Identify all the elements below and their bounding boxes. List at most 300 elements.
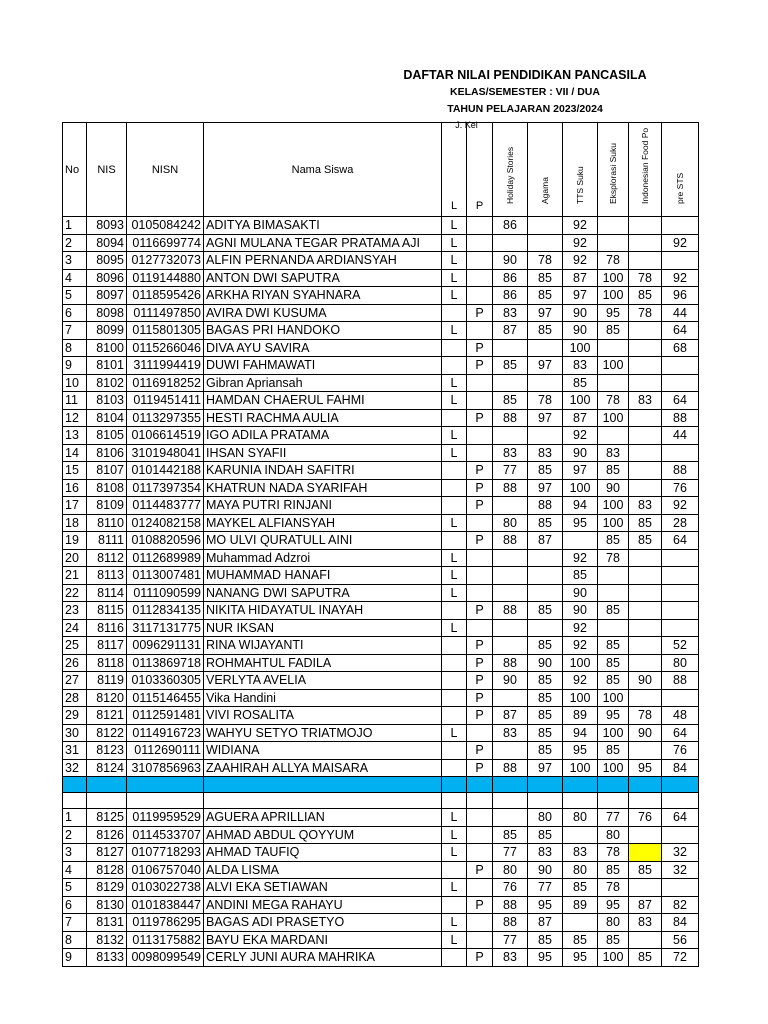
cell-indonesian-food bbox=[629, 217, 662, 235]
cell-tts-suku: 100 bbox=[563, 392, 598, 410]
cell-nisn: 0114533707 bbox=[127, 826, 204, 844]
cell-indonesian-food bbox=[629, 444, 662, 462]
cell-l: L bbox=[442, 844, 467, 862]
cell-p bbox=[467, 584, 493, 602]
header-subject-1 bbox=[528, 123, 563, 217]
cell-nisn: 0105084242 bbox=[127, 217, 204, 235]
cell-holiday-stories: 83 bbox=[493, 444, 528, 462]
cell-nis: 8098 bbox=[87, 304, 127, 322]
header-subject-2 bbox=[563, 123, 598, 217]
cell-agama: 95 bbox=[528, 896, 563, 914]
cell-nis: 8109 bbox=[87, 497, 127, 515]
cell-pre-sts: 88 bbox=[662, 672, 699, 690]
cell-p bbox=[467, 217, 493, 235]
cell-eksplorasi-suku: 85 bbox=[598, 931, 629, 949]
header-p: P bbox=[467, 123, 493, 217]
cell-nama: WAHYU SETYO TRIATMOJO bbox=[204, 724, 442, 742]
cell-nis: 8121 bbox=[87, 707, 127, 725]
cell-agama: 85 bbox=[528, 514, 563, 532]
cell-no: 3 bbox=[63, 252, 87, 270]
blank-cell bbox=[87, 793, 127, 809]
cell-p: P bbox=[467, 357, 493, 375]
cell-nis: 8093 bbox=[87, 217, 127, 235]
blank-cell bbox=[629, 793, 662, 809]
cell-l: L bbox=[442, 584, 467, 602]
cell-holiday-stories: 77 bbox=[493, 844, 528, 862]
cell-nis: 8096 bbox=[87, 269, 127, 287]
cell-no: 7 bbox=[63, 914, 87, 932]
cell-pre-sts bbox=[662, 584, 699, 602]
cell-holiday-stories: 80 bbox=[493, 514, 528, 532]
cell-indonesian-food bbox=[629, 844, 662, 862]
cell-l: L bbox=[442, 287, 467, 305]
cell-nama: VERLYTA AVELIA bbox=[204, 672, 442, 690]
header-subject-5 bbox=[662, 123, 699, 217]
cell-nama: MO ULVI QURATULL AINI bbox=[204, 532, 442, 550]
grades-table bbox=[62, 122, 699, 967]
cell-holiday-stories: 86 bbox=[493, 287, 528, 305]
cell-nis: 8095 bbox=[87, 252, 127, 270]
cell-tts-suku: 87 bbox=[563, 409, 598, 427]
blank-cell bbox=[442, 793, 467, 809]
cell-eksplorasi-suku: 100 bbox=[598, 724, 629, 742]
cell-l: L bbox=[442, 427, 467, 445]
cell-indonesian-food bbox=[629, 549, 662, 567]
cell-pre-sts bbox=[662, 357, 699, 375]
cell-p: P bbox=[467, 602, 493, 620]
cell-indonesian-food bbox=[629, 252, 662, 270]
cell-pre-sts bbox=[662, 217, 699, 235]
cell-pre-sts: 96 bbox=[662, 287, 699, 305]
cell-p: P bbox=[467, 689, 493, 707]
cell-p bbox=[467, 269, 493, 287]
cell-holiday-stories: 87 bbox=[493, 322, 528, 340]
cell-p bbox=[467, 844, 493, 862]
cell-holiday-stories bbox=[493, 549, 528, 567]
cell-nisn: 0101838447 bbox=[127, 896, 204, 914]
cell-holiday-stories: 85 bbox=[493, 826, 528, 844]
cell-l: L bbox=[442, 322, 467, 340]
cell-nisn: 0119451411 bbox=[127, 392, 204, 410]
cell-p: P bbox=[467, 637, 493, 655]
cell-pre-sts: 88 bbox=[662, 462, 699, 480]
cell-tts-suku: 95 bbox=[563, 514, 598, 532]
cell-holiday-stories bbox=[493, 809, 528, 827]
cell-nisn: 3101948041 bbox=[127, 444, 204, 462]
table-row bbox=[63, 672, 699, 690]
cell-nama: BAGAS ADI PRASETYO bbox=[204, 914, 442, 932]
cell-holiday-stories: 87 bbox=[493, 707, 528, 725]
cell-eksplorasi-suku: 77 bbox=[598, 809, 629, 827]
cell-holiday-stories: 88 bbox=[493, 654, 528, 672]
table-row bbox=[63, 689, 699, 707]
cell-eksplorasi-suku: 100 bbox=[598, 497, 629, 515]
cell-l: L bbox=[442, 567, 467, 585]
cell-agama bbox=[528, 374, 563, 392]
cell-pre-sts: 72 bbox=[662, 949, 699, 967]
header-subject-label: TTS Suku bbox=[575, 165, 585, 204]
cell-indonesian-food: 85 bbox=[629, 532, 662, 550]
cell-indonesian-food bbox=[629, 654, 662, 672]
cell-agama: 85 bbox=[528, 602, 563, 620]
cell-holiday-stories: 77 bbox=[493, 931, 528, 949]
cell-eksplorasi-suku: 85 bbox=[598, 637, 629, 655]
table-row bbox=[63, 339, 699, 357]
cell-nama: IGO ADILA PRATAMA bbox=[204, 427, 442, 445]
cell-no: 7 bbox=[63, 322, 87, 340]
cell-no: 1 bbox=[63, 809, 87, 827]
cell-agama: 85 bbox=[528, 826, 563, 844]
cell-tts-suku: 92 bbox=[563, 234, 598, 252]
cell-nis: 8130 bbox=[87, 896, 127, 914]
separator-cell bbox=[563, 777, 598, 793]
cell-l bbox=[442, 637, 467, 655]
cell-nisn: 0111497850 bbox=[127, 304, 204, 322]
cell-holiday-stories bbox=[493, 234, 528, 252]
cell-holiday-stories bbox=[493, 619, 528, 637]
cell-eksplorasi-suku: 100 bbox=[598, 949, 629, 967]
cell-eksplorasi-suku: 78 bbox=[598, 549, 629, 567]
cell-tts-suku: 80 bbox=[563, 861, 598, 879]
cell-p bbox=[467, 287, 493, 305]
cell-agama: 85 bbox=[528, 672, 563, 690]
cell-nama: ALFIN PERNANDA ARDIANSYAH bbox=[204, 252, 442, 270]
cell-nisn: 0127732073 bbox=[127, 252, 204, 270]
table-row bbox=[63, 269, 699, 287]
cell-p: P bbox=[467, 949, 493, 967]
cell-no: 23 bbox=[63, 602, 87, 620]
cell-nis: 8113 bbox=[87, 567, 127, 585]
separator-cell bbox=[204, 777, 442, 793]
cell-nama: NIKITA HIDAYATUL INAYAH bbox=[204, 602, 442, 620]
cell-nama: MUHAMMAD HANAFI bbox=[204, 567, 442, 585]
cell-holiday-stories: 88 bbox=[493, 896, 528, 914]
cell-tts-suku bbox=[563, 532, 598, 550]
cell-tts-suku: 94 bbox=[563, 497, 598, 515]
cell-no: 24 bbox=[63, 619, 87, 637]
cell-nama: ANDINI MEGA RAHAYU bbox=[204, 896, 442, 914]
cell-no: 17 bbox=[63, 497, 87, 515]
cell-nis: 8107 bbox=[87, 462, 127, 480]
cell-eksplorasi-suku: 95 bbox=[598, 304, 629, 322]
separator-cell bbox=[442, 777, 467, 793]
cell-nis: 8117 bbox=[87, 637, 127, 655]
cell-nisn: 0116699774 bbox=[127, 234, 204, 252]
cell-agama: 78 bbox=[528, 252, 563, 270]
cell-indonesian-food bbox=[629, 931, 662, 949]
cell-no: 10 bbox=[63, 374, 87, 392]
cell-pre-sts: 44 bbox=[662, 304, 699, 322]
cell-nama: AHMAD ABDUL QOYYUM bbox=[204, 826, 442, 844]
cell-agama: 85 bbox=[528, 637, 563, 655]
cell-p bbox=[467, 252, 493, 270]
blank-cell bbox=[598, 793, 629, 809]
cell-nama: Vika Handini bbox=[204, 689, 442, 707]
cell-agama: 83 bbox=[528, 444, 563, 462]
cell-no: 28 bbox=[63, 689, 87, 707]
cell-p: P bbox=[467, 672, 493, 690]
cell-nis: 8129 bbox=[87, 879, 127, 897]
cell-holiday-stories: 85 bbox=[493, 357, 528, 375]
cell-no: 4 bbox=[63, 861, 87, 879]
cell-holiday-stories bbox=[493, 497, 528, 515]
cell-indonesian-food: 87 bbox=[629, 896, 662, 914]
table-row bbox=[63, 479, 699, 497]
cell-no: 20 bbox=[63, 549, 87, 567]
cell-pre-sts: 64 bbox=[662, 724, 699, 742]
cell-nama: ROHMAHTUL FADILA bbox=[204, 654, 442, 672]
cell-indonesian-food bbox=[629, 322, 662, 340]
cell-nis: 8106 bbox=[87, 444, 127, 462]
cell-tts-suku: 92 bbox=[563, 549, 598, 567]
cell-nis: 8103 bbox=[87, 392, 127, 410]
blank-cell bbox=[204, 793, 442, 809]
cell-nama: DIVA AYU SAVIRA bbox=[204, 339, 442, 357]
cell-no: 31 bbox=[63, 742, 87, 760]
cell-tts-suku: 87 bbox=[563, 269, 598, 287]
cell-p: P bbox=[467, 479, 493, 497]
table-row bbox=[63, 567, 699, 585]
cell-no: 4 bbox=[63, 269, 87, 287]
cell-agama: 78 bbox=[528, 392, 563, 410]
cell-no: 5 bbox=[63, 879, 87, 897]
separator-cell bbox=[467, 777, 493, 793]
cell-nis: 8133 bbox=[87, 949, 127, 967]
cell-nis: 8115 bbox=[87, 602, 127, 620]
cell-p: P bbox=[467, 462, 493, 480]
cell-nama: WIDIANA bbox=[204, 742, 442, 760]
cell-eksplorasi-suku: 100 bbox=[598, 269, 629, 287]
cell-nisn: 0113175882 bbox=[127, 931, 204, 949]
cell-agama bbox=[528, 567, 563, 585]
cell-agama: 88 bbox=[528, 497, 563, 515]
cell-eksplorasi-suku: 100 bbox=[598, 287, 629, 305]
table-row bbox=[63, 427, 699, 445]
cell-holiday-stories: 88 bbox=[493, 532, 528, 550]
cell-agama bbox=[528, 619, 563, 637]
cell-nisn: 0113869718 bbox=[127, 654, 204, 672]
cell-pre-sts bbox=[662, 619, 699, 637]
cell-eksplorasi-suku: 85 bbox=[598, 672, 629, 690]
cell-eksplorasi-suku bbox=[598, 584, 629, 602]
cell-agama: 85 bbox=[528, 462, 563, 480]
table-row bbox=[63, 809, 699, 827]
cell-p bbox=[467, 931, 493, 949]
cell-nama: DUWI FAHMAWATI bbox=[204, 357, 442, 375]
cell-eksplorasi-suku: 78 bbox=[598, 392, 629, 410]
cell-no: 30 bbox=[63, 724, 87, 742]
cell-l bbox=[442, 479, 467, 497]
cell-nis: 8119 bbox=[87, 672, 127, 690]
cell-no: 6 bbox=[63, 896, 87, 914]
cell-pre-sts bbox=[662, 567, 699, 585]
cell-pre-sts: 32 bbox=[662, 861, 699, 879]
cell-indonesian-food bbox=[629, 567, 662, 585]
cell-holiday-stories: 83 bbox=[493, 949, 528, 967]
cell-indonesian-food bbox=[629, 602, 662, 620]
cell-p: P bbox=[467, 497, 493, 515]
cell-pre-sts: 92 bbox=[662, 234, 699, 252]
cell-eksplorasi-suku: 85 bbox=[598, 654, 629, 672]
cell-eksplorasi-suku: 95 bbox=[598, 707, 629, 725]
cell-nis: 8105 bbox=[87, 427, 127, 445]
cell-nisn: 0118595426 bbox=[127, 287, 204, 305]
cell-pre-sts: 32 bbox=[662, 844, 699, 862]
cell-nis: 8094 bbox=[87, 234, 127, 252]
cell-l bbox=[442, 497, 467, 515]
cell-tts-suku: 85 bbox=[563, 931, 598, 949]
cell-nis: 8128 bbox=[87, 861, 127, 879]
cell-pre-sts: 76 bbox=[662, 479, 699, 497]
cell-nama: ZAAHIRAH ALLYA MAISARA bbox=[204, 759, 442, 777]
cell-nama: ALDA LISMA bbox=[204, 861, 442, 879]
separator-cell bbox=[63, 777, 87, 793]
cell-nis: 8114 bbox=[87, 584, 127, 602]
cell-nama: Muhammad Adzroi bbox=[204, 549, 442, 567]
cell-agama: 83 bbox=[528, 844, 563, 862]
cell-pre-sts: 84 bbox=[662, 759, 699, 777]
cell-no: 19 bbox=[63, 532, 87, 550]
header-nama: Nama Siswa bbox=[204, 123, 442, 217]
table-row bbox=[63, 357, 699, 375]
cell-l bbox=[442, 409, 467, 427]
cell-pre-sts bbox=[662, 444, 699, 462]
cell-l bbox=[442, 602, 467, 620]
header-nisn: NISN bbox=[127, 123, 204, 217]
cell-pre-sts: 68 bbox=[662, 339, 699, 357]
cell-tts-suku: 90 bbox=[563, 304, 598, 322]
cell-nisn: 0117397354 bbox=[127, 479, 204, 497]
cell-tts-suku: 90 bbox=[563, 444, 598, 462]
cell-nama: KARUNIA INDAH SAFITRI bbox=[204, 462, 442, 480]
cell-p: P bbox=[467, 654, 493, 672]
table-row bbox=[63, 217, 699, 235]
cell-indonesian-food: 90 bbox=[629, 672, 662, 690]
cell-nis: 8102 bbox=[87, 374, 127, 392]
cell-tts-suku: 100 bbox=[563, 689, 598, 707]
cell-p bbox=[467, 826, 493, 844]
header-subject-3 bbox=[598, 123, 629, 217]
cell-l: L bbox=[442, 809, 467, 827]
cell-l: L bbox=[442, 826, 467, 844]
cell-nisn: 0112834135 bbox=[127, 602, 204, 620]
separator-cell bbox=[127, 777, 204, 793]
separator-cell bbox=[87, 777, 127, 793]
cell-l: L bbox=[442, 931, 467, 949]
cell-nama: HAMDAN CHAERUL FAHMI bbox=[204, 392, 442, 410]
table-row bbox=[63, 392, 699, 410]
cell-l: L bbox=[442, 514, 467, 532]
cell-pre-sts: 56 bbox=[662, 931, 699, 949]
cell-eksplorasi-suku: 85 bbox=[598, 322, 629, 340]
cell-nisn: 0119959529 bbox=[127, 809, 204, 827]
cell-no: 6 bbox=[63, 304, 87, 322]
cell-eksplorasi-suku bbox=[598, 217, 629, 235]
academic-year: TAHUN PELAJARAN 2023/2024 bbox=[447, 103, 603, 115]
cell-p bbox=[467, 374, 493, 392]
cell-eksplorasi-suku: 85 bbox=[598, 602, 629, 620]
cell-nisn: 3111994419 bbox=[127, 357, 204, 375]
cell-tts-suku: 89 bbox=[563, 707, 598, 725]
cell-pre-sts bbox=[662, 826, 699, 844]
cell-holiday-stories: 85 bbox=[493, 392, 528, 410]
table-row bbox=[63, 619, 699, 637]
cell-no: 25 bbox=[63, 637, 87, 655]
cell-no: 2 bbox=[63, 234, 87, 252]
cell-l bbox=[442, 896, 467, 914]
header-subject-label: Agama bbox=[540, 176, 550, 204]
cell-nama: BAYU EKA MARDANI bbox=[204, 931, 442, 949]
cell-no: 16 bbox=[63, 479, 87, 497]
blank-cell bbox=[63, 793, 87, 809]
separator-cell bbox=[528, 777, 563, 793]
cell-tts-suku: 92 bbox=[563, 637, 598, 655]
cell-holiday-stories: 86 bbox=[493, 269, 528, 287]
cell-nisn: 3117131775 bbox=[127, 619, 204, 637]
cell-holiday-stories: 86 bbox=[493, 217, 528, 235]
header-subject-0 bbox=[493, 123, 528, 217]
cell-indonesian-food: 83 bbox=[629, 497, 662, 515]
cell-p bbox=[467, 567, 493, 585]
cell-holiday-stories: 83 bbox=[493, 724, 528, 742]
cell-eksplorasi-suku: 85 bbox=[598, 462, 629, 480]
cell-p: P bbox=[467, 532, 493, 550]
cell-l: L bbox=[442, 549, 467, 567]
cell-nama: NUR IKSAN bbox=[204, 619, 442, 637]
cell-pre-sts: 28 bbox=[662, 514, 699, 532]
cell-l bbox=[442, 759, 467, 777]
cell-tts-suku: 97 bbox=[563, 287, 598, 305]
cell-nisn: 0103360305 bbox=[127, 672, 204, 690]
cell-tts-suku: 85 bbox=[563, 879, 598, 897]
cell-no: 11 bbox=[63, 392, 87, 410]
table-row bbox=[63, 602, 699, 620]
cell-pre-sts: 52 bbox=[662, 637, 699, 655]
cell-tts-suku: 85 bbox=[563, 374, 598, 392]
cell-agama: 97 bbox=[528, 479, 563, 497]
cell-nama: ANTON DWI SAPUTRA bbox=[204, 269, 442, 287]
cell-nis: 8100 bbox=[87, 339, 127, 357]
cell-indonesian-food: 76 bbox=[629, 809, 662, 827]
cell-eksplorasi-suku: 100 bbox=[598, 357, 629, 375]
cell-p bbox=[467, 879, 493, 897]
cell-eksplorasi-suku: 100 bbox=[598, 759, 629, 777]
separator-cell bbox=[662, 777, 699, 793]
cell-holiday-stories: 76 bbox=[493, 879, 528, 897]
cell-nama: MAYA PUTRI RINJANI bbox=[204, 497, 442, 515]
cell-holiday-stories: 90 bbox=[493, 252, 528, 270]
header-nis: NIS bbox=[87, 123, 127, 217]
blank-cell bbox=[127, 793, 204, 809]
cell-nama: AVIRA DWI KUSUMA bbox=[204, 304, 442, 322]
cell-tts-suku: 92 bbox=[563, 252, 598, 270]
cell-nama: AGUERA APRILLIAN bbox=[204, 809, 442, 827]
cell-indonesian-food: 85 bbox=[629, 514, 662, 532]
separator-cell bbox=[598, 777, 629, 793]
cell-holiday-stories: 88 bbox=[493, 479, 528, 497]
cell-no: 21 bbox=[63, 567, 87, 585]
cell-tts-suku: 94 bbox=[563, 724, 598, 742]
cell-nisn: 0116918252 bbox=[127, 374, 204, 392]
cell-holiday-stories: 88 bbox=[493, 914, 528, 932]
cell-no: 9 bbox=[63, 949, 87, 967]
cell-tts-suku: 80 bbox=[563, 809, 598, 827]
cell-nis: 8099 bbox=[87, 322, 127, 340]
cell-indonesian-food bbox=[629, 879, 662, 897]
cell-l: L bbox=[442, 252, 467, 270]
cell-agama: 85 bbox=[528, 724, 563, 742]
table-row bbox=[63, 462, 699, 480]
